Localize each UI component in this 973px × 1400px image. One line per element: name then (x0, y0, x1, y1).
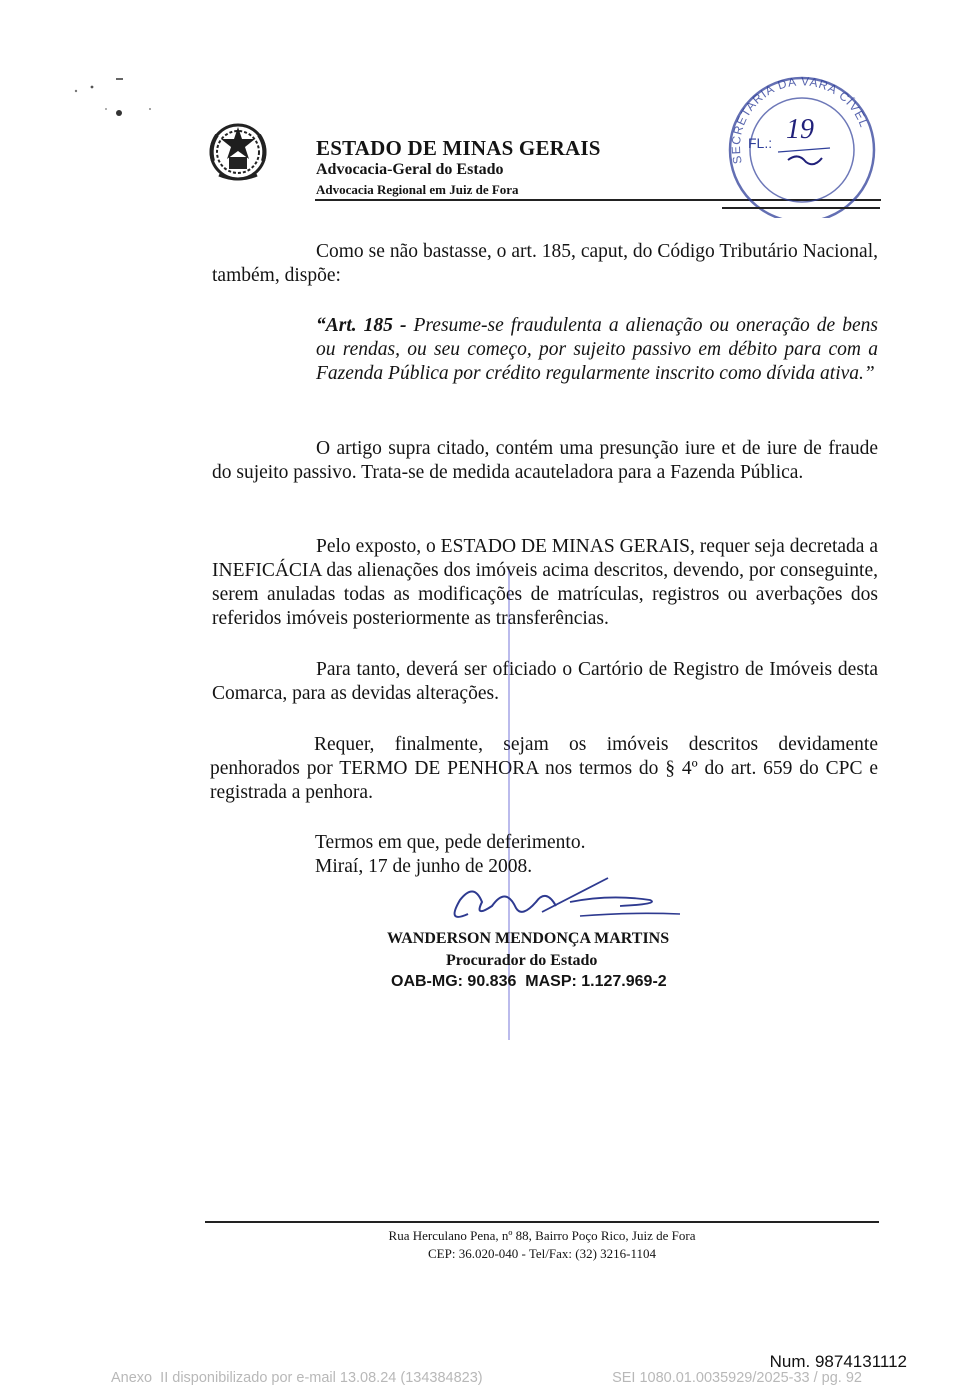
state-coat-of-arms-icon (205, 117, 271, 183)
footer-divider (205, 1221, 879, 1223)
sei-reference: SEI 1080.01.0035929/2025-33 / pg. 92 (612, 1370, 862, 1386)
header-agency: Advocacia-Geral do Estado (316, 161, 504, 178)
signatory-role: Procurador do Estado (446, 952, 598, 969)
paragraph-attachment-request: Requer, finalmente, sejam os imóveis descritos devidamente penhorados por TERMO DE PENHORA nos termos do § 4º do art. 659 do CPC e registrada a penhora. (210, 734, 878, 803)
document-number: Num. 9874131112 (769, 1352, 907, 1371)
handwritten-signature (430, 872, 690, 932)
footer-address: Rua Herculano Pena, nº 88, Bairro Poço Rico, Juiz de Fora (388, 1228, 696, 1243)
signatory-registration: OAB-MG: 90.836 MASP: 1.127.969-2 (391, 973, 667, 990)
stamp-fl-label: FL.: (748, 135, 773, 151)
paragraph-ctn-reference: Como se não bastasse, o art. 185, caput, do Código Tributário Nacional, também, dispõe: (212, 241, 878, 286)
quote-article-number: “Art. 185 - (316, 315, 407, 336)
header-state-title: ESTADO DE MINAS GERAIS (316, 136, 601, 160)
footer-contact: CEP: 36.020-040 - Tel/Fax: (32) 3216-1104 (427, 1246, 657, 1261)
annex-watermark: Anexo II disponibilizado por e-mail 13.08.24 (134384823) (111, 1370, 483, 1386)
paragraph-presumption: O artigo supra citado, contém uma presunção iure et de iure de fraude do sujeito passivo. Trata-se de medida acauteladora para a Fazenda Pública. (212, 438, 878, 483)
stamp-folio-number: 19 (786, 114, 814, 145)
closing-line: Termos em que, pede deferimento. (315, 832, 586, 853)
date-line: Miraí, 17 de junho de 2008. (315, 856, 533, 877)
stamp-ring-text: SECRETARIA DA VARA CÍVEL (728, 74, 872, 166)
paragraph-registry-office: Para tanto, deverá ser oficiado o Cartório de Registro de Imóveis desta Comarca, para as devidas alterações. (212, 659, 878, 704)
ctn-article-185-quote (316, 314, 878, 386)
quote-article-text: Presume-se fraudulenta a alienação ou oneração de bens ou rendas, ou seu começo, por sujeito passivo em débito para com a Fazenda Pública por crédito regularmente inscrito como dívida ativa.” (316, 315, 878, 384)
paragraph-request-ineffectiveness: Pelo exposto, o ESTADO DE MINAS GERAIS, requer seja decretada a INEFICÁCIA das alienações dos imóveis acima descritos, devendo, por conseguinte, serem anuladas todas as modificações de matrículas, registros ou averbações dos referidos imóveis posteriormente as transferências. (212, 536, 878, 629)
scan-specks (70, 75, 160, 125)
signatory-name: WANDERSON MENDONÇA MARTINS (387, 930, 670, 947)
court-stamp (712, 68, 882, 218)
header-regional-office: Advocacia Regional em Juiz de Fora (316, 182, 519, 197)
